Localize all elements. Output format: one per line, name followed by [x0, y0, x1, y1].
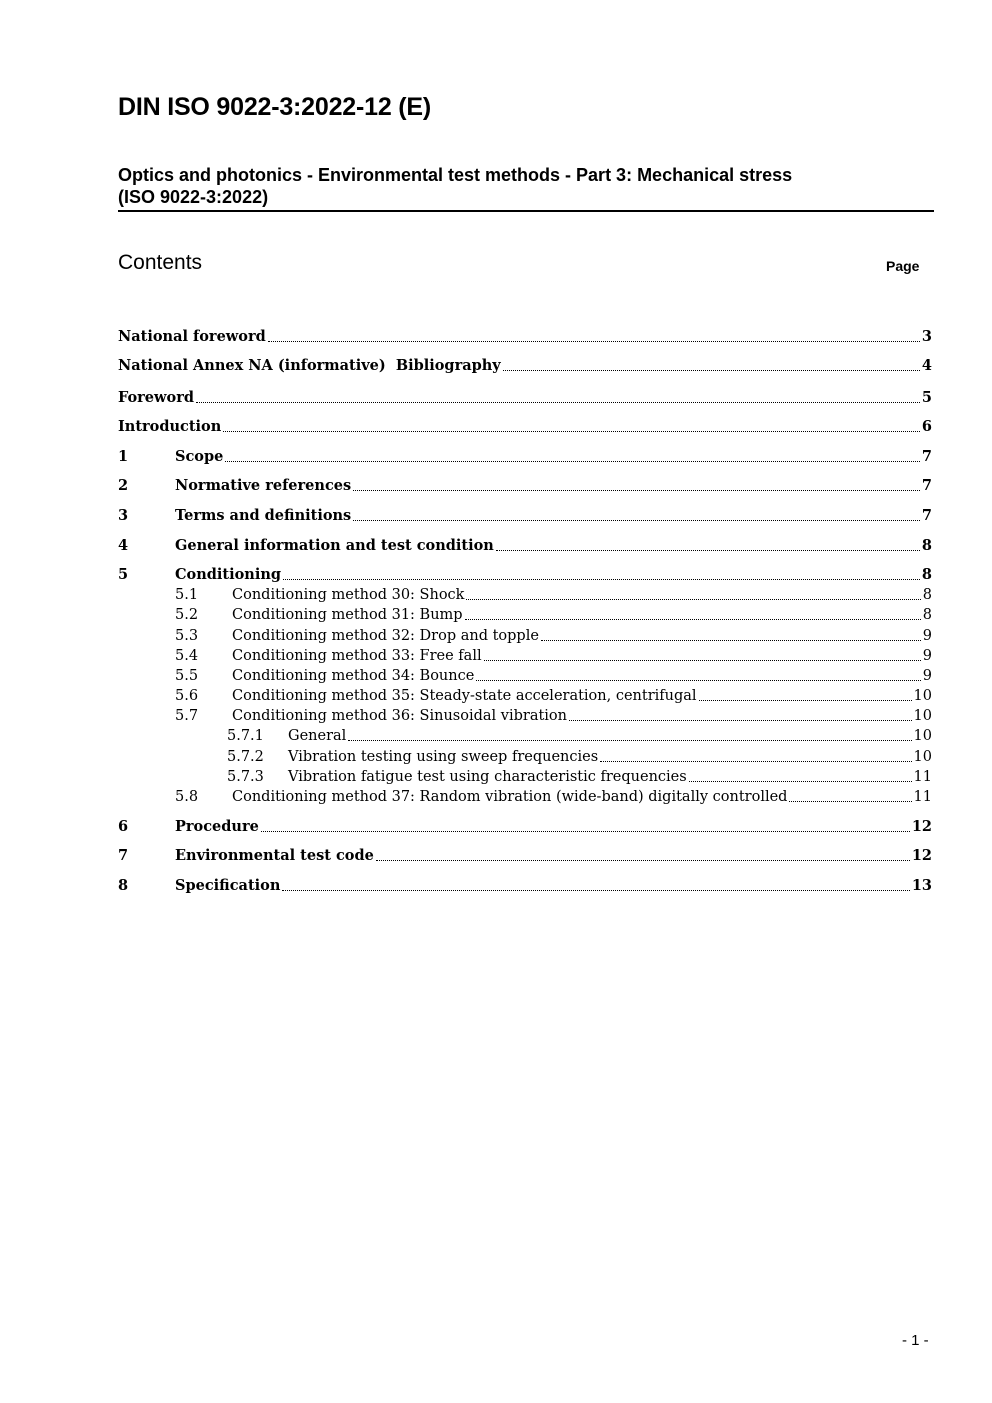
- toc-entry-conditioning[interactable]: [118, 564, 932, 586]
- toc-entry-method-36[interactable]: [118, 705, 932, 727]
- toc-entry-number: 3: [118, 507, 129, 524]
- document-subtitle: [118, 164, 933, 208]
- toc-page-number: 7: [921, 507, 932, 524]
- toc-entry-number: 6: [118, 818, 129, 835]
- toc-entry-normative-references[interactable]: [118, 475, 932, 497]
- toc-leader-dots: [353, 490, 920, 491]
- toc-entry-number: 5.7.2: [227, 749, 264, 765]
- page-number: - 1 -: [902, 1332, 929, 1349]
- toc-entry-method-35[interactable]: [118, 685, 932, 707]
- toc-entry-number: 5: [118, 566, 129, 583]
- toc-leader-dots: [225, 461, 920, 462]
- toc-entry-text: Conditioning method 32: Drop and topple: [232, 628, 539, 644]
- toc-page-number: 12: [911, 818, 932, 835]
- toc-entry-text: Procedure: [175, 818, 259, 835]
- toc-entry-method-33[interactable]: [118, 645, 932, 667]
- toc-entry-number: 7: [118, 847, 129, 864]
- toc-leader-dots: [496, 550, 920, 551]
- toc-leader-dots: [465, 619, 921, 620]
- toc-entry-text: Conditioning method 36: Sinusoidal vibration: [232, 708, 567, 724]
- toc-entry-number: 5.2: [175, 607, 199, 623]
- toc-entry-specification[interactable]: [118, 875, 932, 897]
- toc-leader-dots: [223, 431, 920, 432]
- toc-page-number: 8: [921, 537, 932, 554]
- toc-entry-method-30[interactable]: [118, 584, 932, 606]
- toc-entry-text: Specification: [175, 877, 281, 894]
- toc-leader-dots: [484, 660, 921, 661]
- toc-page-number: 11: [913, 769, 932, 785]
- toc-entry-method-31[interactable]: [118, 604, 932, 626]
- toc-entry-number: 5.7.3: [227, 769, 264, 785]
- toc-page-number: 3: [921, 328, 932, 345]
- toc-page-number: 8: [922, 607, 932, 623]
- toc-entry-number: 5.7: [175, 708, 199, 724]
- toc-entry-vibration-fatigue[interactable]: [118, 766, 932, 788]
- toc-entry-text: Conditioning method 35: Steady-state acceleration, centrifugal: [232, 688, 697, 704]
- toc-page-number: 10: [913, 688, 932, 704]
- toc-entry-text: Introduction: [118, 418, 222, 435]
- toc-page-number: 12: [911, 847, 932, 864]
- toc-page-number: 8: [921, 566, 932, 583]
- toc-entry-text: [118, 355, 501, 377]
- toc-entry-text: Conditioning method 30: Shock: [232, 587, 465, 603]
- toc-page-number: 11: [913, 789, 932, 805]
- document-title: DIN ISO 9022-3:2022-12 (E): [118, 93, 432, 121]
- toc-entry-text: Conditioning method 34: Bounce: [232, 668, 475, 684]
- toc-entry-number: 8: [118, 877, 129, 894]
- toc-page-number: 9: [922, 628, 932, 644]
- toc-leader-dots: [466, 599, 920, 600]
- toc-entry-number: 5.1: [175, 587, 199, 603]
- toc-leader-dots: [569, 720, 912, 721]
- toc-page-number: 5: [921, 389, 932, 406]
- toc-leader-dots: [353, 520, 920, 521]
- toc-entry-text: Vibration fatigue test using characteristic frequencies: [288, 769, 687, 785]
- toc-entry-text: National foreword: [118, 328, 266, 345]
- toc-entry-text: Conditioning method 31: Bump: [232, 607, 463, 623]
- toc-leader-dots: [503, 370, 920, 371]
- toc-entry-number: 5.8: [175, 789, 199, 805]
- toc-entry-number: 2: [118, 477, 129, 494]
- toc-entry-environmental-test-code[interactable]: [118, 845, 932, 867]
- title-divider: [118, 210, 934, 212]
- toc-page-number: 10: [913, 749, 932, 765]
- toc-page-number: 6: [921, 418, 932, 435]
- toc-page-number: 9: [922, 668, 932, 684]
- toc-entry-text: Conditioning method 33: Free fall: [232, 648, 482, 664]
- toc-leader-dots: [282, 890, 909, 891]
- toc-entry-method-34[interactable]: [118, 665, 932, 687]
- toc-leader-dots: [283, 579, 920, 580]
- toc-entry-text: Foreword: [118, 389, 194, 406]
- toc-entry-number: 5.5: [175, 668, 199, 684]
- toc-entry-text: General: [288, 728, 347, 744]
- toc-leader-dots: [689, 781, 912, 782]
- subtitle-line-2: (ISO 9022-3:2022): [118, 187, 269, 207]
- toc-entry-national-annex[interactable]: [118, 355, 932, 377]
- toc-leader-dots: [541, 640, 921, 641]
- subtitle-line-1: Optics and photonics - Environmental test methods - Part 3: Mechanical stress: [118, 165, 793, 185]
- toc-leader-dots: [789, 801, 911, 802]
- toc-entry-text: Scope: [175, 448, 224, 465]
- toc-entry-method-37[interactable]: [118, 786, 932, 808]
- toc-entry-text: Terms and definitions: [175, 507, 352, 524]
- toc-entry-number: 1: [118, 448, 129, 465]
- toc-entry-text: Conditioning: [175, 566, 282, 583]
- toc-entry-foreword[interactable]: [118, 387, 932, 409]
- toc-leader-dots: [376, 860, 910, 861]
- toc-page-number: 13: [911, 877, 932, 894]
- contents-heading: Contents: [118, 251, 203, 274]
- toc-entry-number: 5.7.1: [227, 728, 264, 744]
- toc-entry-number: 5.3: [175, 628, 199, 644]
- toc-entry-text: Environmental test code: [175, 847, 374, 864]
- toc-entry-text: General information and test condition: [175, 537, 494, 554]
- toc-entry-number: 4: [118, 537, 129, 554]
- toc-entry-number: 5.6: [175, 688, 199, 704]
- toc-leader-dots: [600, 761, 911, 762]
- toc-entry-number: 5.4: [175, 648, 199, 664]
- toc-entry-procedure[interactable]: [118, 816, 932, 838]
- toc-leader-dots: [476, 680, 920, 681]
- toc-leader-dots: [196, 402, 920, 403]
- toc-leader-dots: [699, 700, 912, 701]
- toc-page-number: 8: [922, 587, 932, 603]
- toc-entry-general[interactable]: [118, 725, 932, 747]
- toc-entry-method-32[interactable]: [118, 625, 932, 647]
- toc-entry-text: Normative references: [175, 477, 352, 494]
- toc-entry-sweep-frequencies[interactable]: [118, 746, 932, 768]
- toc-leader-dots: [261, 831, 910, 832]
- toc-page-number: 10: [913, 708, 932, 724]
- toc-page-number: 7: [921, 448, 932, 465]
- toc-page-number: 4: [921, 357, 932, 374]
- toc-page-number: 9: [922, 648, 932, 664]
- toc-entry-text: Vibration testing using sweep frequencies: [288, 749, 599, 765]
- toc-entry-terms-definitions[interactable]: [118, 505, 932, 527]
- toc-page-number: 10: [913, 728, 932, 744]
- page-column-label: Page: [886, 258, 920, 274]
- toc-entry-general-information[interactable]: [118, 535, 932, 557]
- toc-entry-text: Conditioning method 37: Random vibration (wide-band) digitally controlled: [232, 789, 788, 805]
- toc-entry-national-foreword[interactable]: [118, 326, 932, 348]
- toc-page-number: 7: [921, 477, 932, 494]
- toc-leader-dots: [348, 740, 911, 741]
- toc-entry-scope[interactable]: [118, 446, 932, 468]
- toc-leader-dots: [268, 341, 920, 342]
- annex-text: National Annex NA (informative) Bibliography: [118, 357, 501, 374]
- toc-entry-introduction[interactable]: [118, 416, 932, 438]
